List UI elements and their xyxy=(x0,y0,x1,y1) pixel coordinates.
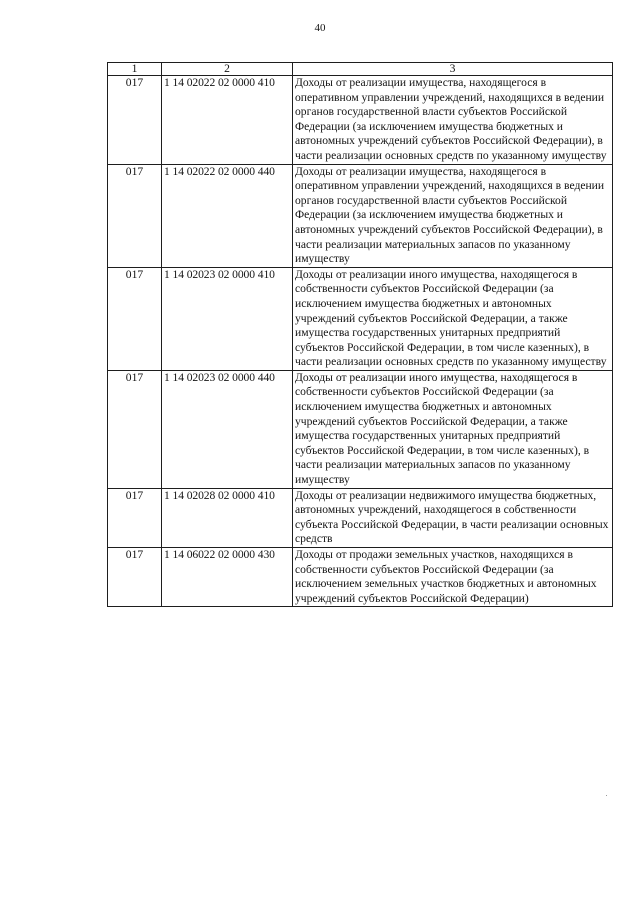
column-header-description: 3 xyxy=(293,63,613,76)
description-cell: Доходы от реализации имущества, находящегося в оперативном управлении учреждений, находящихся в ведении органов государственной власти субъектов Российской Федерации (за исключением имущества бюджетных и автономных учреждений субъектов Российской Федерации), в части реализации материальных запасов по указанному имуществу xyxy=(293,164,613,267)
description-cell: Доходы от продажи земельных участков, находящихся в собственности субъектов Российской Федерации (за исключением земельных участков бюджетных и автономных учреждений субъектов Российской Федерации) xyxy=(293,548,613,607)
classification-code-cell: 1 14 02028 02 0000 410 xyxy=(162,488,293,547)
table-row xyxy=(108,370,613,488)
admin-code-cell: 017 xyxy=(108,267,162,370)
classification-code-cell: 1 14 02022 02 0000 410 xyxy=(162,76,293,165)
classification-code-cell: 1 14 06022 02 0000 430 xyxy=(162,548,293,607)
table-header-row xyxy=(108,63,613,76)
admin-code-cell: 017 xyxy=(108,164,162,267)
classification-code-cell: 1 14 02023 02 0000 410 xyxy=(162,267,293,370)
description-cell: Доходы от реализации имущества, находящегося в оперативном управлении учреждений, находящихся в ведении органов государственной власти субъектов Российской Федерации (за исключением имущества бюджетных и автономных учреждений субъектов Российской Федерации), в части реализации основных средств по указанному имуществу xyxy=(293,76,613,165)
description-cell: Доходы от реализации иного имущества, находящегося в собственности субъектов Российской Федерации (за исключением имущества бюджетных и автономных учреждений субъектов Российской Федерации, а также имущества государственных унитарных предприятий субъектов Российской Федерации, в том числе казенных), в части реализации основных средств по указанному имуществу xyxy=(293,267,613,370)
description-cell: Доходы от реализации недвижимого имущества бюджетных, автономных учреждений, находящегося в собственности субъекта Российской Федерации, в части реализации основных средств xyxy=(293,488,613,547)
admin-code-cell: 017 xyxy=(108,548,162,607)
description-cell: Доходы от реализации иного имущества, находящегося в собственности субъектов Российской Федерации (за исключением имущества бюджетных и автономных учреждений субъектов Российской Федерации, а также имущества государственных унитарных предприятий субъектов Российской Федерации, в том числе казенных), в части реализации материальных запасов по указанному имуществу xyxy=(293,370,613,488)
table-row xyxy=(108,267,613,370)
classification-code-cell: 1 14 02023 02 0000 440 xyxy=(162,370,293,488)
budget-revenue-table xyxy=(107,62,613,607)
classification-code-cell: 1 14 02022 02 0000 440 xyxy=(162,164,293,267)
table-row xyxy=(108,164,613,267)
column-header-code: 2 xyxy=(162,63,293,76)
admin-code-cell: 017 xyxy=(108,370,162,488)
column-header-admin: 1 xyxy=(108,63,162,76)
table-row xyxy=(108,548,613,607)
scan-speck xyxy=(606,795,607,796)
table-row xyxy=(108,488,613,547)
page-number: 40 xyxy=(314,22,326,34)
admin-code-cell: 017 xyxy=(108,76,162,165)
admin-code-cell: 017 xyxy=(108,488,162,547)
table-row xyxy=(108,76,613,165)
